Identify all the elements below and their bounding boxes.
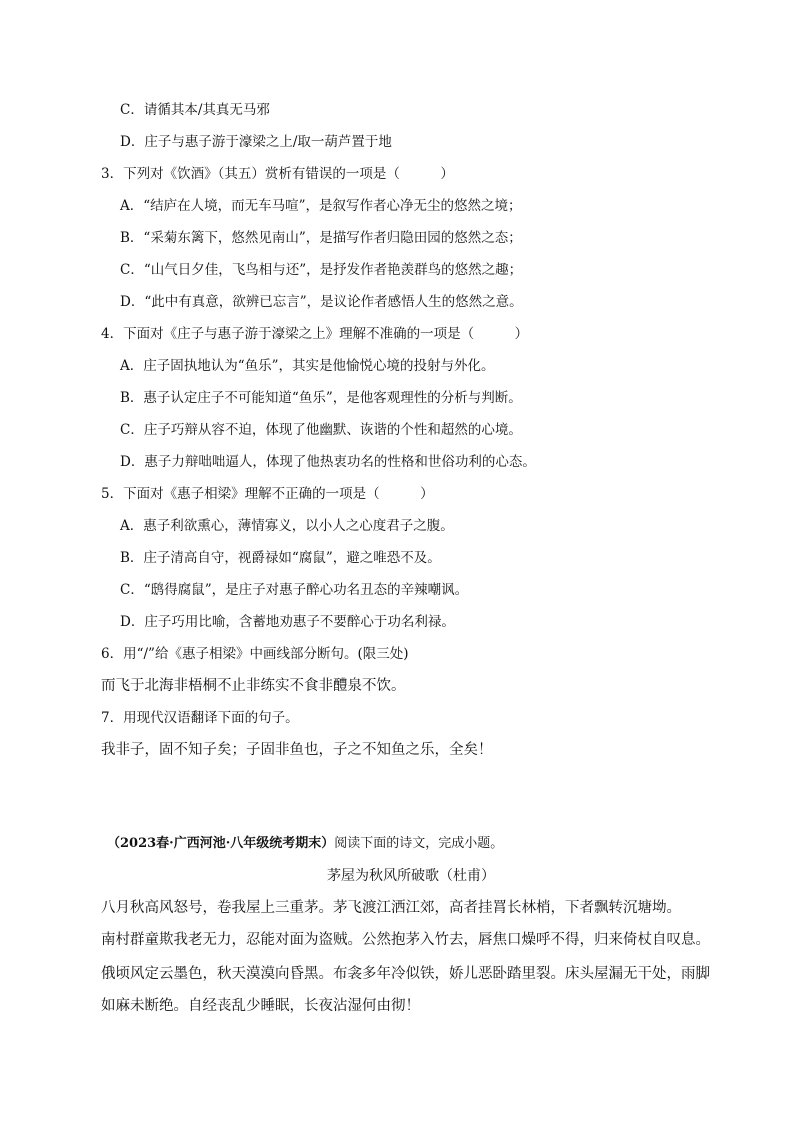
option-text: 庄子与惠子游于濠梁之上/取一葫芦置于地 bbox=[144, 134, 392, 150]
option-text: 惠子认定庄子不可能知道“鱼乐”，是他客观理性的分析与判断。 bbox=[143, 390, 522, 406]
poem-paragraph-1: 八月秋高风怒号，卷我屋上三重茅。茅飞渡江洒江郊，高者挂罥长林梢，下者飘转沉塘坳。 bbox=[101, 900, 681, 916]
option-label: C． bbox=[120, 262, 144, 278]
q6-text: 而飞于北海非梧桐不止非练实不食非醴泉不饮。 bbox=[101, 678, 406, 694]
option-label: A． bbox=[120, 358, 144, 374]
option-text: 庄子巧用比喻，含蓄地劝惠子不要醉心于功名利禄。 bbox=[144, 614, 455, 630]
q4-option-a bbox=[120, 356, 495, 376]
option-label: D． bbox=[120, 614, 145, 630]
q4-stem: 4．下面对《庄子与惠子游于濠梁之上》理解不准确的一项是（ ） bbox=[101, 326, 529, 342]
poem-source: （2023春·广西河池·八年级统考期末） bbox=[107, 836, 335, 851]
q4-option-d bbox=[120, 452, 536, 472]
option-text: “山气日夕佳，飞鸟相与还”，是抒发作者艳羡群鸟的悠然之趣； bbox=[143, 262, 523, 278]
poem-title: 茅屋为秋风所破歌（杜甫） bbox=[327, 868, 495, 884]
q3-option-a bbox=[120, 196, 522, 216]
option-label: A． bbox=[120, 518, 144, 534]
option-text: 请循其本/其真无马邪 bbox=[143, 102, 270, 118]
poem-instruction: 阅读下面的诗文，完成小题。 bbox=[334, 836, 504, 851]
option-label: A． bbox=[120, 198, 144, 214]
q5-option-b bbox=[120, 548, 441, 568]
poem-paragraph-2: 南村群童欺我老无力，忍能对面为盗贼。公然抱茅入竹去，唇焦口燥呼不得，归来倚杖自叹息。 bbox=[101, 932, 710, 948]
option-label: B． bbox=[120, 230, 144, 246]
option-label: D． bbox=[120, 134, 145, 150]
q5-stem: 5．下面对《惠子相梁》理解不正确的一项是（ ） bbox=[101, 486, 434, 502]
option-label: D． bbox=[120, 294, 145, 310]
option-label: C． bbox=[120, 582, 144, 598]
q5-option-d bbox=[120, 612, 455, 632]
option-text: “此中有真意，欲辨已忘言”，是议论作者感悟人生的悠然之意。 bbox=[144, 294, 523, 310]
q2-option-c bbox=[120, 100, 270, 120]
poem-source-line bbox=[107, 834, 503, 854]
option-text: 庄子固执地认为“鱼乐”，其实是他愉悦心境的投射与外化。 bbox=[143, 358, 495, 374]
q5-option-a bbox=[120, 516, 454, 536]
poem-paragraph-3: 俄顷风定云墨色，秋天漠漠向昏黑。布衾多年冷似铁，娇儿恶卧踏里裂。床头屋漏无干处，雨脚如麻未断绝。自经丧乱少睡眠，长夜沾湿何由彻！ bbox=[101, 966, 710, 1014]
q7-stem: 7．用现代汉语翻译下面的句子。 bbox=[101, 710, 299, 726]
option-text: 惠子利欲熏心，薄情寡义，以小人之心度君子之腹。 bbox=[143, 518, 454, 534]
q3-stem: 3．下列对《饮酒》（其五）赏析有错误的一项是（ ） bbox=[101, 166, 454, 182]
q4-option-b bbox=[120, 388, 522, 408]
q5-option-c bbox=[120, 580, 468, 600]
option-text: 惠子力辩咄咄逼人，体现了他热衷功名的性格和世俗功利的心态。 bbox=[144, 454, 536, 470]
q3-option-b bbox=[120, 228, 522, 248]
option-label: C． bbox=[120, 102, 144, 118]
option-text: “结庐在人境，而无车马喧”，是叙写作者心净无尘的悠然之境； bbox=[143, 198, 522, 214]
option-text: “鸱得腐鼠”，是庄子对惠子醉心功名丑态的辛辣嘲讽。 bbox=[143, 582, 469, 598]
option-label: D． bbox=[120, 454, 145, 470]
q7-text: 我非子，固不知子矣；子固非鱼也，子之不知鱼之乐，全矣！ bbox=[101, 742, 493, 758]
option-label: B． bbox=[120, 550, 144, 566]
option-text: “采菊东篱下，悠然见南山”，是描写作者归隐田园的悠然之态； bbox=[143, 230, 522, 246]
q3-option-d bbox=[120, 292, 523, 312]
q6-stem: 6．用“/”给《惠子相梁》中画线部分断句。(限三处) bbox=[101, 646, 409, 662]
q3-option-c bbox=[120, 260, 522, 280]
option-text: 庄子巧辩从容不迫，体现了他幽默、诙谐的个性和超然的心境。 bbox=[143, 422, 522, 438]
option-label: B． bbox=[120, 390, 144, 406]
q4-option-c bbox=[120, 420, 522, 440]
option-label: C． bbox=[120, 422, 144, 438]
option-text: 庄子清高自守，视爵禄如“腐鼠”，避之唯恐不及。 bbox=[143, 550, 441, 566]
q2-option-d bbox=[120, 132, 392, 152]
